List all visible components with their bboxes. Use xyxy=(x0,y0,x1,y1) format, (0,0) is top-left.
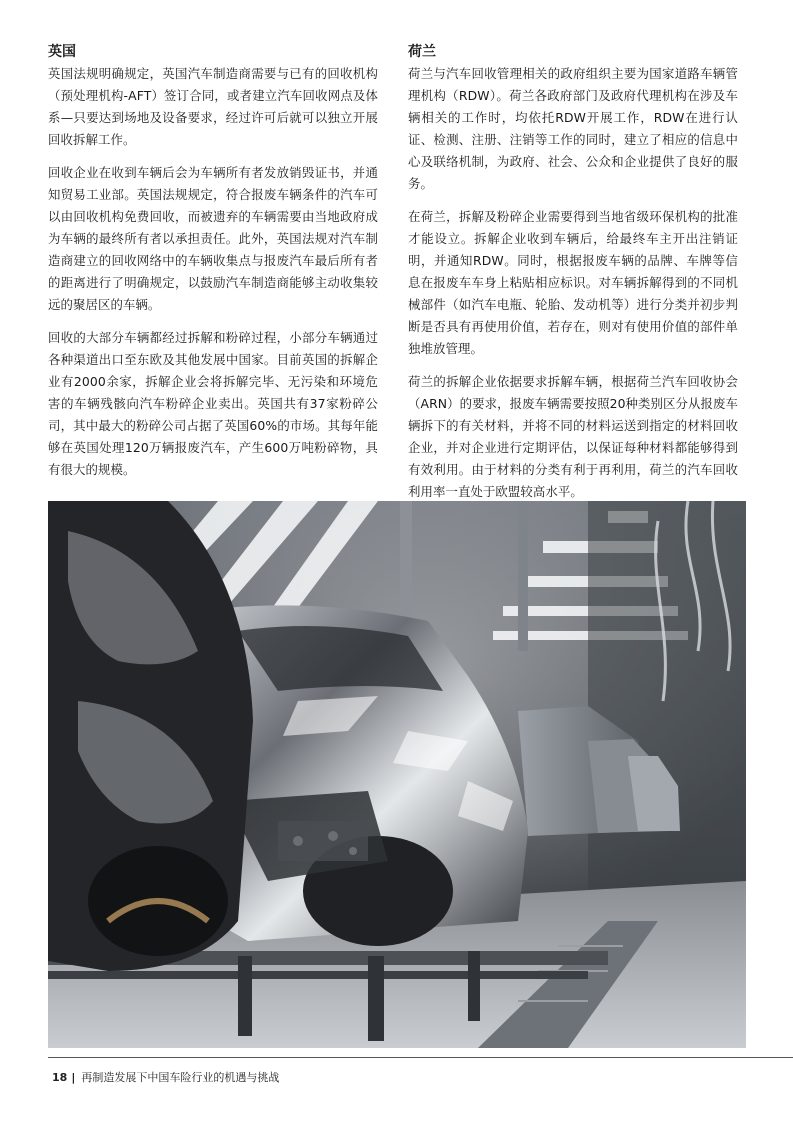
footer-separator: | xyxy=(71,1071,76,1084)
uk-paragraph-3: 回收的大部分车辆都经过拆解和粉碎过程，小部分车辆通过各种渠道出口至东欧及其他发展中国家。目前英国的拆解企业有2000余家，拆解企业会将拆解完毕、无污染和环境危害的车辆残骸向汽车粉碎企业卖出。英国共有37家粉碎公司，其中最大的粉碎公司占据了英国60%的市场。其每年能够在英国处理120万辆报废汽车，产生600万吨粉碎物，具有很大的规模。 xyxy=(48,330,378,477)
nl-paragraph-2: 在荷兰，拆解及粉碎企业需要得到当地省级环保机构的批准才能设立。拆解企业收到车辆后，给最终车主开出注销证明，并通知RDW。同时，根据报废车辆的品牌、车牌等信息在报废车车身上粘贴相应标识。对车辆拆解得到的不同机械部件（如汽车电瓶、轮胎、发动机等）进行分类并初步判断是否具有再使用价值，若存在，则对有使用价值的部件单独堆放管理。 xyxy=(408,209,738,356)
car-assembly-line-photo xyxy=(48,501,746,1048)
page-number: 18 xyxy=(52,1071,68,1084)
uk-paragraph-1: 英国法规明确规定，英国汽车制造商需要与已有的回收机构（预处理机构-AFT）签订合同，或者建立汽车回收网点及体系—只要达到场地及设备要求，经过许可后就可以独立开展回收拆解工作。 xyxy=(48,66,378,147)
footer-rule xyxy=(48,1057,793,1058)
left-column xyxy=(48,41,378,492)
uk-paragraph-2: 回收企业在收到车辆后会为车辆所有者发放销毁证书，并通知贸易工业部。英国法规规定，符合报废车辆条件的汽车可以由回收机构免费回收，而被遗弃的车辆需要由当地政府成为车辆的最终所有者以承担责任。此外，英国法规对汽车制造商建立的回收网络中的车辆收集点与报废汽车最后所有者的距离进行了明确规定，以鼓励汽车制造商能够主动收集较远的聚居区的车辆。 xyxy=(48,165,378,312)
page-footer xyxy=(52,1070,279,1086)
nl-paragraph-1: 荷兰与汽车回收管理相关的政府组织主要为国家道路车辆管理机构（RDW）。荷兰各政府部门及政府代理机构在涉及车辆相关的工作时，均依托RDW开展工作，RDW在进行认证、检测、注册、注销等工作的同时，建立了相应的信息中心及联络机制，为政府、社会、公众和企业提供了良好的服务。 xyxy=(408,66,738,191)
right-column xyxy=(408,41,738,514)
nl-paragraph-3: 荷兰的拆解企业依据要求拆解车辆，根据荷兰汽车回收协会（ARN）的要求，报废车辆需要按照20种类别区分从报废车辆拆下的有关材料，并将不同的材料运送到指定的材料回收企业，并对企业进行定期评估，以保证每种材料都能够得到有效利用。由于材料的分类有利于再利用，荷兰的汽车回收利用率一直处于欧盟较高水平。 xyxy=(408,374,738,499)
section-heading-uk: 英国 xyxy=(48,44,76,60)
section-heading-netherlands: 荷兰 xyxy=(408,44,436,60)
publication-title: 再制造发展下中国车险行业的机遇与挑战 xyxy=(81,1071,280,1084)
